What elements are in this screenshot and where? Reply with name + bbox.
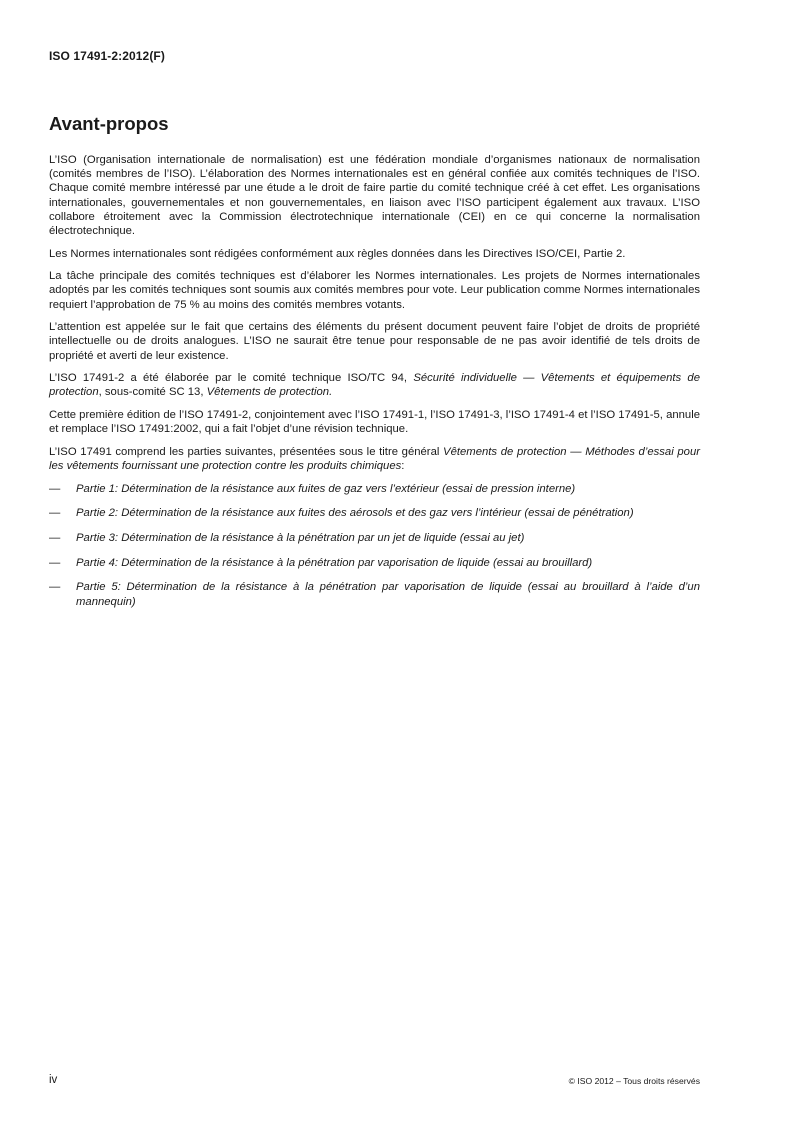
- committee-text-c: , sous-comité SC 13,: [98, 386, 207, 399]
- page-number: iv: [49, 1074, 58, 1086]
- part-5-title: Partie 5: Détermination de la résistance à la pénétration par vaporisation de liquide (essai au brouillard à l’aide d’un mannequin): [76, 581, 700, 608]
- part-2-title: Partie 2: Détermination de la résistance aux fuites des aérosols et des gaz vers l’intérieur (essai de pénétration): [76, 507, 634, 520]
- paragraph-edition: Cette première édition de l’ISO 17491-2, conjointement avec l’ISO 17491-1, l’ISO 17491-3, l’ISO 17491-4 et l’ISO 17491-5, annule et remplace l’ISO 17491:2002, qui a fait l’objet d’une révision technique.: [49, 409, 700, 436]
- list-dash: —: [49, 556, 61, 569]
- document-id: ISO 17491-2:2012(F): [49, 49, 165, 63]
- parts-intro-colon: :: [401, 460, 405, 472]
- copyright-notice: © ISO 2012 – Tous droits réservés: [568, 1076, 700, 1086]
- part-4-title: Partie 4: Détermination de la résistance à la pénétration par vaporisation de liquide (essai au brouillard): [76, 556, 593, 569]
- parts-intro-text: L’ISO 17491 comprend les parties suivantes, présentées sous le titre général: [49, 445, 444, 458]
- list-item: [49, 556, 700, 570]
- paragraph-patent-rights: L’attention est appelée sur le fait que certains des éléments du présent document peuvent faire l’objet de droits de propriété intellectuelle ou de droits analogues. L’ISO ne saurait être tenue pour responsable de ne pas avoir identifié de tels droits de propriété et averti de leur existence.: [49, 321, 700, 362]
- committee-title: Sécurité individuelle — Vêtements et équipements de protection: [49, 372, 700, 399]
- general-title: Vêtements de protection — Méthodes d’essai pour les vêtements fournissant une protection contre les produits chimiques: [49, 445, 700, 472]
- paragraph-parts-intro: [49, 445, 700, 473]
- list-item: [49, 482, 700, 496]
- parts-list: [49, 482, 700, 609]
- committee-text-a: L’ISO 17491-2 a été élaborée par le comité technique ISO/TC 94,: [49, 372, 414, 385]
- paragraph-iso-intro: L’ISO (Organisation internationale de normalisation) est une fédération mondiale d’organismes nationaux de normalisation (comités membres de l’ISO). L’élaboration des Normes internationales est en général confiée aux comités techniques de l’ISO. Chaque comité membre intéressé par une étude a le droit de faire partie du comité technique créé à cet effet. Les organisations internationales, gouvernementales et non gouvernementales, en liaison avec l’ISO participent également aux travaux. L’ISO collabore étroitement avec la Commission électrotechnique internationale (CEI) en ce qui concerne la normalisation électrotechnique.: [49, 154, 700, 238]
- paragraph-committee: [49, 371, 700, 399]
- list-dash: —: [49, 532, 61, 544]
- list-item: [49, 580, 700, 608]
- foreword-body: [49, 153, 700, 619]
- subcommittee-title: Vêtements de protection.: [206, 386, 333, 399]
- list-item: [49, 506, 700, 520]
- paragraph-directives: Les Normes internationales sont rédigées conformément aux règles données dans les Directives ISO/CEI, Partie 2.: [49, 247, 626, 260]
- list-dash: —: [49, 581, 61, 594]
- part-1-title: Partie 1: Détermination de la résistance aux fuites de gaz vers l’extérieur (essai de pression interne): [76, 482, 576, 495]
- list-dash: —: [49, 482, 61, 495]
- list-item: [49, 531, 700, 545]
- section-title: Avant-propos: [49, 113, 169, 134]
- paragraph-main-task: La tâche principale des comités techniques est d’élaborer les Normes internationales. Les projets de Normes internationales adoptés par les comités techniques sont soumis aux comités membres pour vote. Leur publication comme Normes internationales requiert l’approbation de 75 % au moins des comités membres votants.: [49, 270, 700, 311]
- list-dash: —: [49, 507, 61, 520]
- part-3-title: Partie 3: Détermination de la résistance à la pénétration par un jet de liquide (essai au jet): [76, 532, 525, 544]
